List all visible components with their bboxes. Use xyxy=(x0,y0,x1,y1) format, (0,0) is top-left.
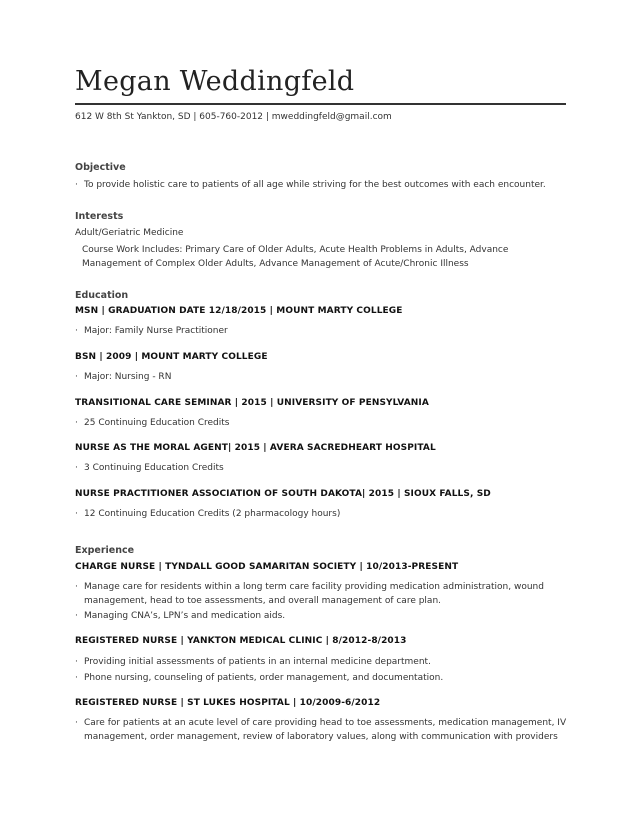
education-heading: NURSE PRACTITIONER ASSOCIATION OF SOUTH DAKOTA| 2015 | SIOUX FALLS, SD xyxy=(75,489,491,499)
bullet-text: Care for patients at an acute level of care providing head to toe assessments, medication management, IV management, order management, review of laboratory values, along with communication with providers xyxy=(84,718,567,742)
section-title-interests: Interests xyxy=(75,211,124,222)
bullet-marker: · xyxy=(75,657,78,667)
education-bullet xyxy=(75,461,567,475)
bullet-text: 3 Continuing Education Credits xyxy=(84,463,224,473)
experience-heading: CHARGE NURSE | TYNDALL GOOD SAMARITAN SOCIETY | 10/2013-PRESENT xyxy=(75,562,459,572)
objective-bullet xyxy=(75,178,567,192)
education-bullet xyxy=(75,416,567,430)
bullet-marker: · xyxy=(75,611,78,621)
bullet-text: Manage care for residents within a long term care facility providing medication administration, wound management, head to toe assessments, and overall management of care plan. xyxy=(84,582,544,606)
bullet-text: Major: Nursing - RN xyxy=(84,372,172,382)
education-heading: BSN | 2009 | MOUNT MARTY COLLEGE xyxy=(75,352,268,362)
experience-bullet xyxy=(75,580,567,608)
bullet-marker: · xyxy=(75,180,78,190)
resume-name: Megan Weddingfeld xyxy=(75,66,355,97)
bullet-text: To provide holistic care to patients of all age while striving for the best outcomes with each encounter. xyxy=(84,180,546,190)
experience-bullet xyxy=(75,655,567,669)
bullet-text: Phone nursing, counseling of patients, order management, and documentation. xyxy=(84,673,444,683)
contact-line: 612 W 8th St Yankton, SD | 605-760-2012 | mweddingfeld@gmail.com xyxy=(75,112,392,122)
bullet-marker: · xyxy=(75,326,78,336)
bullet-text: 25 Continuing Education Credits xyxy=(84,418,230,428)
section-title-education: Education xyxy=(75,290,129,301)
education-bullet xyxy=(75,370,567,384)
bullet-text: Major: Family Nurse Practitioner xyxy=(84,326,228,336)
section-title-experience: Experience xyxy=(75,545,135,556)
course-work-text: Course Work Includes: Primary Care of Older Adults, Acute Health Problems in Adults, Advance Management of Complex Older Adults, Advance Management of Acute/Chronic Illness xyxy=(82,245,509,269)
education-bullet xyxy=(75,507,567,521)
bullet-marker: · xyxy=(75,718,78,728)
experience-bullet xyxy=(75,716,567,744)
bullet-text: 12 Continuing Education Credits (2 pharmacology hours) xyxy=(84,509,341,519)
header-divider xyxy=(75,103,566,105)
bullet-marker: · xyxy=(75,509,78,519)
education-bullet xyxy=(75,324,567,338)
experience-bullet xyxy=(75,671,567,685)
bullet-marker: · xyxy=(75,582,78,592)
education-heading: TRANSITIONAL CARE SEMINAR | 2015 | UNIVERSITY OF PENSYLVANIA xyxy=(75,398,429,408)
bullet-text: Providing initial assessments of patients in an internal medicine department. xyxy=(84,657,431,667)
bullet-marker: · xyxy=(75,463,78,473)
experience-heading: REGISTERED NURSE | ST LUKES HOSPITAL | 10/2009-6/2012 xyxy=(75,698,381,708)
education-heading: NURSE AS THE MORAL AGENT| 2015 | AVERA SACREDHEART HOSPITAL xyxy=(75,443,436,453)
bullet-marker: · xyxy=(75,418,78,428)
bullet-marker: · xyxy=(75,673,78,683)
bullet-text: Managing CNA’s, LPN’s and medication aids. xyxy=(84,611,286,621)
experience-heading: REGISTERED NURSE | YANKTON MEDICAL CLINIC | 8/2012-8/2013 xyxy=(75,636,407,646)
bullet-marker: · xyxy=(75,372,78,382)
interest-item: Adult/Geriatric Medicine xyxy=(75,228,184,238)
section-title-objective: Objective xyxy=(75,162,126,173)
education-heading: MSN | GRADUATION DATE 12/18/2015 | MOUNT MARTY COLLEGE xyxy=(75,306,403,316)
experience-bullet xyxy=(75,609,567,623)
